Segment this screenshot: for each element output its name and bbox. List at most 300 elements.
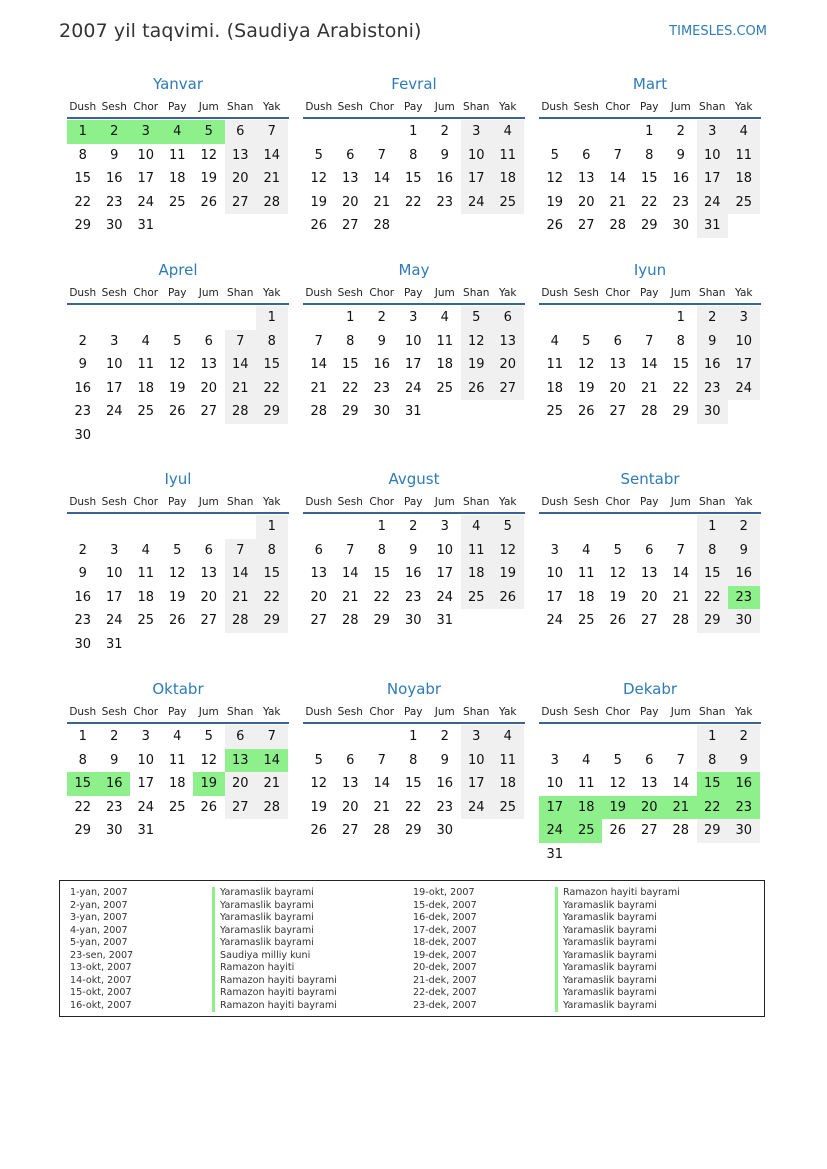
day-cell[interactable]: 20	[634, 796, 666, 820]
day-cell[interactable]: 3	[130, 120, 162, 144]
day-cell[interactable]: 30	[74, 636, 92, 652]
day-cell[interactable]: 1	[676, 310, 685, 325]
day-cell[interactable]: 20	[577, 194, 595, 210]
day-cell[interactable]: 2	[676, 124, 685, 139]
day-cell[interactable]: 3	[440, 519, 449, 534]
day-cell[interactable]: 4	[728, 120, 760, 144]
day-cell[interactable]: 5	[193, 120, 225, 144]
day-cell[interactable]: 5	[173, 542, 182, 558]
day-cell[interactable]: 22	[256, 586, 288, 610]
day-cell[interactable]: 11	[577, 776, 595, 792]
day-cell[interactable]: 12	[609, 566, 627, 582]
day-cell[interactable]: 18	[168, 776, 186, 792]
day-cell[interactable]: 25	[137, 613, 155, 629]
day-cell[interactable]: 22	[404, 194, 422, 210]
day-cell[interactable]: 19	[609, 589, 627, 605]
day-cell[interactable]: 31	[105, 636, 123, 652]
day-cell[interactable]: 4	[461, 515, 493, 539]
day-cell[interactable]: 11	[492, 749, 524, 773]
day-cell[interactable]: 9	[377, 333, 386, 349]
day-cell[interactable]: 22	[697, 586, 729, 610]
day-cell[interactable]: 2	[99, 120, 131, 144]
day-cell[interactable]: 3	[141, 729, 150, 744]
day-cell[interactable]: 1	[67, 120, 99, 144]
day-cell[interactable]: 1	[78, 729, 87, 744]
day-cell[interactable]: 27	[225, 796, 257, 820]
day-cell[interactable]: 30	[105, 218, 123, 234]
day-cell[interactable]: 23	[672, 194, 690, 210]
day-cell[interactable]: 8	[697, 749, 729, 773]
day-cell[interactable]: 10	[546, 566, 564, 582]
day-cell[interactable]: 19	[310, 799, 328, 815]
day-cell[interactable]: 4	[492, 725, 524, 749]
day-cell[interactable]: 7	[256, 120, 288, 144]
day-cell[interactable]: 31	[404, 404, 422, 420]
day-cell[interactable]: 26	[492, 586, 524, 610]
day-cell[interactable]: 16	[436, 171, 454, 187]
day-cell[interactable]: 25	[492, 191, 524, 215]
day-cell[interactable]: 10	[461, 749, 493, 773]
day-cell[interactable]: 7	[676, 542, 685, 558]
day-cell[interactable]: 1	[409, 124, 418, 139]
day-cell[interactable]: 14	[256, 144, 288, 168]
day-cell[interactable]: 23	[74, 613, 92, 629]
day-cell[interactable]: 24	[539, 819, 571, 843]
day-cell[interactable]: 11	[728, 144, 760, 168]
day-cell[interactable]: 7	[377, 147, 386, 163]
day-cell[interactable]: 16	[436, 776, 454, 792]
day-cell[interactable]: 13	[577, 171, 595, 187]
day-cell[interactable]: 27	[609, 404, 627, 420]
day-cell[interactable]: 17	[546, 589, 564, 605]
day-cell[interactable]: 24	[546, 613, 564, 629]
day-cell[interactable]: 12	[168, 566, 186, 582]
day-cell[interactable]: 24	[105, 613, 123, 629]
day-cell[interactable]: 23	[436, 194, 454, 210]
day-cell[interactable]: 29	[74, 218, 92, 234]
day-cell[interactable]: 21	[609, 194, 627, 210]
day-cell[interactable]: 25	[492, 796, 524, 820]
day-cell[interactable]: 26	[200, 194, 218, 210]
day-cell[interactable]: 31	[697, 214, 729, 238]
day-cell[interactable]: 6	[346, 752, 355, 768]
day-cell[interactable]: 4	[582, 752, 591, 768]
day-cell[interactable]: 15	[74, 171, 92, 187]
day-cell[interactable]: 25	[461, 586, 493, 610]
day-cell[interactable]: 2	[440, 729, 449, 744]
day-cell[interactable]: 5	[550, 147, 559, 163]
day-cell[interactable]: 28	[341, 613, 359, 629]
day-cell[interactable]: 26	[168, 613, 186, 629]
day-cell[interactable]: 28	[672, 823, 690, 839]
day-cell[interactable]: 18	[137, 380, 155, 396]
day-cell[interactable]: 19	[602, 796, 634, 820]
day-cell[interactable]: 12	[609, 776, 627, 792]
day-cell[interactable]: 4	[550, 333, 559, 349]
day-cell[interactable]: 1	[256, 306, 288, 330]
day-cell[interactable]: 9	[440, 147, 449, 163]
day-cell[interactable]: 7	[676, 752, 685, 768]
day-cell[interactable]: 11	[168, 147, 186, 163]
day-cell[interactable]: 12	[577, 357, 595, 373]
day-cell[interactable]: 26	[546, 218, 564, 234]
day-cell[interactable]: 25	[728, 191, 760, 215]
day-cell[interactable]: 10	[461, 144, 493, 168]
day-cell[interactable]: 15	[256, 353, 288, 377]
day-cell[interactable]: 6	[346, 147, 355, 163]
day-cell[interactable]: 3	[550, 542, 559, 558]
day-cell[interactable]: 11	[168, 752, 186, 768]
day-cell[interactable]: 5	[492, 515, 524, 539]
day-cell[interactable]: 14	[373, 171, 391, 187]
day-cell[interactable]: 30	[404, 613, 422, 629]
day-cell[interactable]: 11	[546, 357, 564, 373]
day-cell[interactable]: 18	[168, 171, 186, 187]
day-cell[interactable]: 21	[256, 772, 288, 796]
day-cell[interactable]: 20	[200, 380, 218, 396]
day-cell[interactable]: 12	[310, 776, 328, 792]
day-cell[interactable]: 30	[373, 404, 391, 420]
day-cell[interactable]: 28	[225, 400, 257, 424]
day-cell[interactable]: 29	[256, 400, 288, 424]
day-cell[interactable]: 14	[225, 353, 257, 377]
day-cell[interactable]: 29	[74, 823, 92, 839]
day-cell[interactable]: 4	[173, 729, 182, 744]
day-cell[interactable]: 30	[74, 427, 92, 443]
day-cell[interactable]: 25	[546, 404, 564, 420]
day-cell[interactable]: 10	[137, 147, 155, 163]
day-cell[interactable]: 11	[436, 333, 454, 349]
day-cell[interactable]: 28	[256, 191, 288, 215]
day-cell[interactable]: 16	[672, 171, 690, 187]
day-cell[interactable]: 2	[409, 519, 418, 534]
day-cell[interactable]: 5	[314, 147, 323, 163]
day-cell[interactable]: 22	[341, 380, 359, 396]
day-cell[interactable]: 26	[609, 613, 627, 629]
day-cell[interactable]: 15	[404, 171, 422, 187]
day-cell[interactable]: 20	[341, 799, 359, 815]
day-cell[interactable]: 12	[492, 539, 524, 563]
day-cell[interactable]: 21	[373, 799, 391, 815]
day-cell[interactable]: 9	[440, 752, 449, 768]
day-cell[interactable]: 7	[645, 333, 654, 349]
day-cell[interactable]: 23	[373, 380, 391, 396]
day-cell[interactable]: 2	[728, 725, 760, 749]
day-cell[interactable]: 20	[640, 589, 658, 605]
day-cell[interactable]: 13	[341, 776, 359, 792]
day-cell[interactable]: 21	[672, 589, 690, 605]
day-cell[interactable]: 6	[204, 542, 213, 558]
day-cell[interactable]: 14	[640, 357, 658, 373]
day-cell[interactable]: 5	[461, 306, 493, 330]
day-cell[interactable]: 25	[571, 819, 603, 843]
day-cell[interactable]: 15	[697, 772, 729, 796]
day-cell[interactable]: 10	[105, 566, 123, 582]
day-cell[interactable]: 22	[672, 380, 690, 396]
day-cell[interactable]: 13	[341, 171, 359, 187]
day-cell[interactable]: 19	[577, 380, 595, 396]
day-cell[interactable]: 11	[492, 144, 524, 168]
day-cell[interactable]: 28	[373, 218, 391, 234]
day-cell[interactable]: 19	[461, 353, 493, 377]
day-cell[interactable]: 23	[728, 796, 760, 820]
day-cell[interactable]: 26	[609, 823, 627, 839]
day-cell[interactable]: 27	[640, 613, 658, 629]
day-cell[interactable]: 25	[168, 799, 186, 815]
day-cell[interactable]: 15	[640, 171, 658, 187]
day-cell[interactable]: 17	[697, 167, 729, 191]
day-cell[interactable]: 16	[404, 566, 422, 582]
day-cell[interactable]: 18	[546, 380, 564, 396]
day-cell[interactable]: 1	[697, 515, 729, 539]
day-cell[interactable]: 8	[346, 333, 355, 349]
day-cell[interactable]: 9	[697, 330, 729, 354]
day-cell[interactable]: 17	[461, 772, 493, 796]
day-cell[interactable]: 2	[697, 306, 729, 330]
day-cell[interactable]: 25	[436, 380, 454, 396]
day-cell[interactable]: 29	[697, 819, 729, 843]
day-cell[interactable]: 17	[105, 589, 123, 605]
day-cell[interactable]: 17	[461, 167, 493, 191]
day-cell[interactable]: 31	[436, 613, 454, 629]
day-cell[interactable]: 30	[728, 819, 760, 843]
day-cell[interactable]: 31	[137, 218, 155, 234]
day-cell[interactable]: 27	[310, 613, 328, 629]
day-cell[interactable]: 22	[373, 589, 391, 605]
day-cell[interactable]: 21	[256, 167, 288, 191]
day-cell[interactable]: 6	[582, 147, 591, 163]
day-cell[interactable]: 26	[168, 404, 186, 420]
day-cell[interactable]: 7	[225, 330, 257, 354]
day-cell[interactable]: 28	[256, 796, 288, 820]
day-cell[interactable]: 3	[697, 120, 729, 144]
day-cell[interactable]: 7	[256, 725, 288, 749]
day-cell[interactable]: 1	[697, 725, 729, 749]
day-cell[interactable]: 29	[256, 609, 288, 633]
day-cell[interactable]: 23	[105, 194, 123, 210]
day-cell[interactable]: 18	[461, 562, 493, 586]
day-cell[interactable]: 15	[341, 357, 359, 373]
day-cell[interactable]: 14	[256, 749, 288, 773]
day-cell[interactable]: 24	[105, 404, 123, 420]
day-cell[interactable]: 18	[571, 796, 603, 820]
day-cell[interactable]: 3	[550, 752, 559, 768]
day-cell[interactable]: 18	[492, 772, 524, 796]
day-cell[interactable]: 14	[672, 566, 690, 582]
day-cell[interactable]: 8	[409, 752, 418, 768]
day-cell[interactable]: 8	[78, 752, 87, 768]
day-cell[interactable]: 26	[200, 799, 218, 815]
day-cell[interactable]: 17	[436, 566, 454, 582]
day-cell[interactable]: 9	[78, 566, 87, 582]
day-cell[interactable]: 5	[314, 752, 323, 768]
day-cell[interactable]: 1	[409, 729, 418, 744]
day-cell[interactable]: 6	[314, 542, 323, 558]
day-cell[interactable]: 27	[200, 613, 218, 629]
day-cell[interactable]: 26	[310, 218, 328, 234]
day-cell[interactable]: 24	[436, 589, 454, 605]
day-cell[interactable]: 1	[256, 515, 288, 539]
day-cell[interactable]: 24	[728, 377, 760, 401]
day-cell[interactable]: 28	[373, 823, 391, 839]
day-cell[interactable]: 6	[613, 333, 622, 349]
day-cell[interactable]: 9	[110, 752, 119, 768]
day-cell[interactable]: 14	[341, 566, 359, 582]
day-cell[interactable]: 9	[728, 539, 760, 563]
day-cell[interactable]: 11	[577, 566, 595, 582]
day-cell[interactable]: 18	[492, 167, 524, 191]
day-cell[interactable]: 17	[137, 171, 155, 187]
day-cell[interactable]: 10	[137, 752, 155, 768]
day-cell[interactable]: 17	[404, 357, 422, 373]
day-cell[interactable]: 16	[728, 562, 760, 586]
day-cell[interactable]: 5	[204, 729, 213, 744]
day-cell[interactable]: 29	[373, 613, 391, 629]
day-cell[interactable]: 21	[373, 194, 391, 210]
day-cell[interactable]: 15	[256, 562, 288, 586]
day-cell[interactable]: 12	[200, 147, 218, 163]
day-cell[interactable]: 17	[137, 776, 155, 792]
day-cell[interactable]: 17	[728, 353, 760, 377]
day-cell[interactable]: 10	[404, 333, 422, 349]
day-cell[interactable]: 12	[310, 171, 328, 187]
day-cell[interactable]: 3	[110, 333, 119, 349]
day-cell[interactable]: 23	[74, 404, 92, 420]
day-cell[interactable]: 16	[697, 353, 729, 377]
day-cell[interactable]: 19	[492, 562, 524, 586]
day-cell[interactable]: 21	[665, 796, 697, 820]
day-cell[interactable]: 24	[137, 194, 155, 210]
day-cell[interactable]: 1	[346, 310, 355, 325]
day-cell[interactable]: 6	[645, 752, 654, 768]
day-cell[interactable]: 14	[225, 562, 257, 586]
day-cell[interactable]: 10	[546, 776, 564, 792]
day-cell[interactable]: 20	[225, 772, 257, 796]
day-cell[interactable]: 23	[728, 586, 760, 610]
day-cell[interactable]: 12	[168, 357, 186, 373]
day-cell[interactable]: 22	[256, 377, 288, 401]
day-cell[interactable]: 29	[640, 218, 658, 234]
day-cell[interactable]: 21	[640, 380, 658, 396]
day-cell[interactable]: 4	[492, 120, 524, 144]
day-cell[interactable]: 28	[310, 404, 328, 420]
day-cell[interactable]: 9	[728, 749, 760, 773]
day-cell[interactable]: 18	[728, 167, 760, 191]
day-cell[interactable]: 25	[577, 613, 595, 629]
day-cell[interactable]: 14	[609, 171, 627, 187]
day-cell[interactable]: 27	[492, 377, 524, 401]
day-cell[interactable]: 22	[404, 799, 422, 815]
day-cell[interactable]: 4	[440, 310, 449, 325]
day-cell[interactable]: 5	[582, 333, 591, 349]
day-cell[interactable]: 2	[78, 333, 87, 349]
day-cell[interactable]: 11	[461, 539, 493, 563]
day-cell[interactable]: 4	[141, 542, 150, 558]
day-cell[interactable]: 1	[377, 519, 386, 534]
day-cell[interactable]: 3	[461, 120, 493, 144]
day-cell[interactable]: 27	[341, 218, 359, 234]
day-cell[interactable]: 19	[200, 171, 218, 187]
day-cell[interactable]: 7	[314, 333, 323, 349]
day-cell[interactable]: 10	[728, 330, 760, 354]
day-cell[interactable]: 12	[461, 330, 493, 354]
day-cell[interactable]: 13	[225, 749, 257, 773]
day-cell[interactable]: 16	[373, 357, 391, 373]
day-cell[interactable]: 5	[613, 542, 622, 558]
day-cell[interactable]: 20	[492, 353, 524, 377]
day-cell[interactable]: 2	[377, 310, 386, 325]
day-cell[interactable]: 22	[74, 799, 92, 815]
day-cell[interactable]: 8	[256, 330, 288, 354]
day-cell[interactable]: 19	[168, 589, 186, 605]
day-cell[interactable]: 1	[645, 124, 654, 139]
day-cell[interactable]: 15	[404, 776, 422, 792]
day-cell[interactable]: 6	[225, 725, 257, 749]
day-cell[interactable]: 21	[310, 380, 328, 396]
day-cell[interactable]: 7	[613, 147, 622, 163]
day-cell[interactable]: 21	[225, 377, 257, 401]
day-cell[interactable]: 13	[609, 357, 627, 373]
day-cell[interactable]: 7	[346, 542, 355, 558]
day-cell[interactable]: 30	[436, 823, 454, 839]
day-cell[interactable]: 15	[67, 772, 99, 796]
day-cell[interactable]: 3	[461, 725, 493, 749]
day-cell[interactable]: 6	[225, 120, 257, 144]
day-cell[interactable]: 14	[373, 776, 391, 792]
day-cell[interactable]: 28	[225, 609, 257, 633]
day-cell[interactable]: 9	[110, 147, 119, 163]
day-cell[interactable]: 24	[461, 191, 493, 215]
day-cell[interactable]: 13	[310, 566, 328, 582]
day-cell[interactable]: 22	[640, 194, 658, 210]
day-cell[interactable]: 22	[74, 194, 92, 210]
day-cell[interactable]: 27	[225, 191, 257, 215]
day-cell[interactable]: 13	[200, 566, 218, 582]
day-cell[interactable]: 25	[137, 404, 155, 420]
day-cell[interactable]: 6	[492, 306, 524, 330]
day-cell[interactable]: 18	[137, 589, 155, 605]
day-cell[interactable]: 6	[204, 333, 213, 349]
day-cell[interactable]: 16	[105, 171, 123, 187]
day-cell[interactable]: 3	[728, 306, 760, 330]
day-cell[interactable]: 13	[225, 144, 257, 168]
day-cell[interactable]: 2	[110, 729, 119, 744]
day-cell[interactable]: 31	[137, 823, 155, 839]
day-cell[interactable]: 19	[310, 194, 328, 210]
day-cell[interactable]: 13	[200, 357, 218, 373]
day-cell[interactable]: 13	[640, 776, 658, 792]
day-cell[interactable]: 8	[676, 333, 685, 349]
day-cell[interactable]: 12	[546, 171, 564, 187]
day-cell[interactable]: 23	[404, 589, 422, 605]
day-cell[interactable]: 24	[404, 380, 422, 396]
day-cell[interactable]: 16	[99, 772, 131, 796]
day-cell[interactable]: 18	[577, 589, 595, 605]
day-cell[interactable]: 24	[461, 796, 493, 820]
day-cell[interactable]: 3	[409, 310, 418, 325]
day-cell[interactable]: 23	[697, 377, 729, 401]
day-cell[interactable]: 16	[74, 589, 92, 605]
day-cell[interactable]: 8	[377, 542, 386, 558]
day-cell[interactable]: 11	[137, 357, 155, 373]
day-cell[interactable]: 9	[409, 542, 418, 558]
day-cell[interactable]: 10	[105, 357, 123, 373]
day-cell[interactable]: 2	[78, 542, 87, 558]
day-cell[interactable]: 15	[672, 357, 690, 373]
day-cell[interactable]: 30	[672, 218, 690, 234]
day-cell[interactable]: 25	[168, 194, 186, 210]
day-cell[interactable]: 30	[697, 400, 729, 424]
